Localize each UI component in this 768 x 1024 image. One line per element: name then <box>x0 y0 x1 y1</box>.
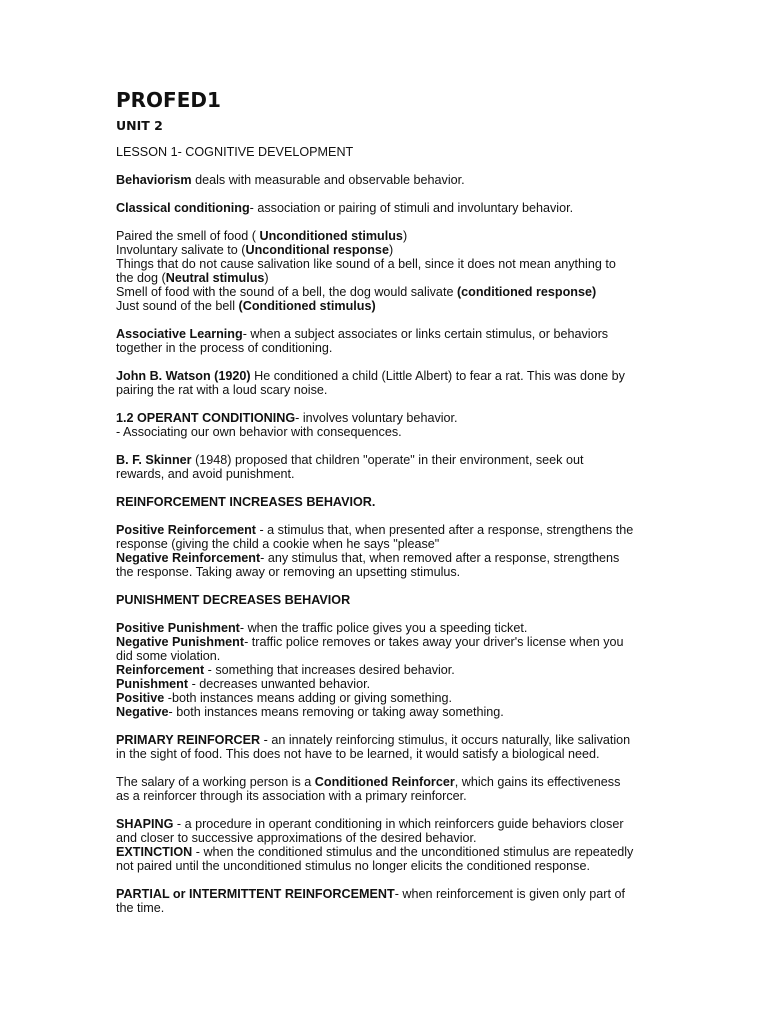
text-line <box>116 887 656 901</box>
text-run: - both instances means removing or taking away something. <box>168 705 504 719</box>
text-run: the response. Taking away or removing an upsetting stimulus. <box>116 565 461 579</box>
text-run: pairing the rat with a loud scary noise. <box>116 383 328 397</box>
text-run: - decreases unwanted behavior. <box>188 677 371 691</box>
paragraph <box>116 887 656 915</box>
text-run: - traffic police removes or takes away your driver's license when you <box>244 635 624 649</box>
paragraph <box>116 495 656 509</box>
text-line <box>116 537 656 551</box>
text-run: Involuntary salivate to ( <box>116 243 246 257</box>
text-line <box>116 285 656 299</box>
text-line <box>116 299 656 313</box>
paragraph <box>116 453 656 481</box>
bold-term: Associative Learning <box>116 327 243 341</box>
paragraph <box>116 817 656 873</box>
text-run: ) <box>388 243 394 257</box>
text-run: - when the traffic police gives you a speeding ticket. <box>239 621 528 635</box>
bold-term: (conditioned response) <box>456 285 597 299</box>
text-line <box>116 411 656 425</box>
text-run: response (giving the child a cookie when he says "please" <box>116 537 440 551</box>
bold-term: Unconditional response <box>245 243 389 257</box>
text-run: rewards, and avoid punishment. <box>116 467 295 481</box>
paragraph <box>116 327 656 355</box>
text-run: - something that increases desired behavior. <box>204 663 455 677</box>
paragraph <box>116 733 656 761</box>
body-paragraphs <box>116 173 656 915</box>
text-line <box>116 817 656 831</box>
text-line <box>116 257 656 271</box>
bold-term: Positive <box>116 691 165 705</box>
text-line <box>116 845 656 859</box>
text-run: - when a subject associates or links certain stimulus, or behaviors <box>242 327 609 341</box>
bold-term: (Conditioned stimulus) <box>238 299 376 313</box>
paragraph <box>116 369 656 397</box>
text-line <box>116 229 656 243</box>
bold-term: Positive Reinforcement <box>116 523 256 537</box>
text-run: the dog ( <box>116 271 166 285</box>
text-line <box>116 593 656 607</box>
text-line <box>116 831 656 845</box>
paragraph <box>116 593 656 607</box>
text-line <box>116 341 656 355</box>
bold-term: Negative <box>116 705 169 719</box>
paragraph <box>116 229 656 313</box>
bold-term: PARTIAL or INTERMITTENT REINFORCEMENT <box>116 887 395 901</box>
text-line <box>116 565 656 579</box>
text-run: The salary of a working person is a <box>116 775 315 789</box>
bold-term: PUNISHMENT DECREASES BEHAVIOR <box>116 593 351 607</box>
text-line <box>116 705 656 719</box>
text-run: Just sound of the bell <box>116 299 239 313</box>
text-run: - Associating our own behavior with consequences. <box>116 425 402 439</box>
bold-term: REINFORCEMENT INCREASES BEHAVIOR. <box>116 495 376 509</box>
bold-term: Negative Reinforcement <box>116 551 261 565</box>
text-run: - when the conditioned stimulus and the unconditioned stimulus are repeatedly <box>192 845 634 859</box>
paragraph <box>116 201 656 215</box>
text-line <box>116 467 656 481</box>
text-run: ) <box>264 271 269 285</box>
text-run: - association or pairing of stimuli and involuntary behavior. <box>249 201 574 215</box>
bold-term: Classical conditioning <box>116 201 250 215</box>
text-line <box>116 775 656 789</box>
bold-term: Neutral stimulus <box>165 271 265 285</box>
text-run: , which gains its effectiveness <box>454 775 621 789</box>
text-run: in the sight of food. This does not have to be learned, it would satisfy a biological need. <box>116 747 600 761</box>
paragraph <box>116 173 656 187</box>
text-run: deals with measurable and observable behavior. <box>191 173 465 187</box>
document-title: PROFED1 <box>116 88 221 112</box>
text-line <box>116 635 656 649</box>
text-run: as a reinforcer through its association with a primary reinforcer. <box>116 789 467 803</box>
text-run: did some violation. <box>116 649 221 663</box>
text-run: He conditioned a child (Little Albert) to fear a rat. This was done by <box>250 369 625 383</box>
text-line <box>116 243 656 257</box>
text-line <box>116 425 656 439</box>
text-run: - an innately reinforcing stimulus, it occurs naturally, like salivation <box>260 733 631 747</box>
text-run: the time. <box>116 901 165 915</box>
text-line <box>116 453 656 467</box>
paragraph <box>116 775 656 803</box>
text-run: - when reinforcement is given only part of <box>394 887 625 901</box>
paragraph <box>116 411 656 439</box>
bold-term: Negative Punishment <box>116 635 245 649</box>
text-line <box>116 789 656 803</box>
text-run: not paired until the unconditioned stimulus no longer elicits the conditioned response. <box>116 859 590 873</box>
bold-term: Conditioned Reinforcer <box>314 775 455 789</box>
text-run: (1948) proposed that children "operate" in their environment, seek out <box>191 453 584 467</box>
text-line <box>116 551 656 565</box>
bold-term: PRIMARY REINFORCER <box>116 733 261 747</box>
text-line <box>116 271 656 285</box>
text-line <box>116 733 656 747</box>
text-line <box>116 173 656 187</box>
bold-term: SHAPING <box>116 817 174 831</box>
text-line <box>116 677 656 691</box>
text-line <box>116 621 656 635</box>
document-page <box>116 88 656 929</box>
text-line <box>116 523 656 537</box>
text-line <box>116 327 656 341</box>
text-line <box>116 691 656 705</box>
text-run: together in the process of conditioning. <box>116 341 333 355</box>
text-run: Things that do not cause salivation like sound of a bell, since it does not mean anything to <box>116 257 616 271</box>
text-line <box>116 663 656 677</box>
text-line <box>116 369 656 383</box>
bold-term: 1.2 OPERANT CONDITIONING <box>116 411 296 425</box>
bold-term: Unconditioned stimulus <box>259 229 403 243</box>
text-line <box>116 495 656 509</box>
text-run: - a procedure in operant conditioning in which reinforcers guide behaviors closer <box>173 817 624 831</box>
unit-heading: UNIT 2 <box>116 118 163 133</box>
text-line <box>116 649 656 663</box>
text-run: Paired the smell of food ( <box>116 229 260 243</box>
text-run: - a stimulus that, when presented after a response, strengthens the <box>255 523 634 537</box>
bold-term: John B. Watson (1920) <box>116 369 251 383</box>
text-run: -both instances means adding or giving something. <box>164 691 453 705</box>
text-line <box>116 383 656 397</box>
lesson-heading: LESSON 1- COGNITIVE DEVELOPMENT <box>116 145 354 159</box>
text-run: - involves voluntary behavior. <box>295 411 458 425</box>
text-run: ) <box>402 229 408 243</box>
bold-term: EXTINCTION <box>116 845 193 859</box>
bold-term: Behaviorism <box>116 173 192 187</box>
bold-term: Reinforcement <box>116 663 205 677</box>
paragraph <box>116 621 656 719</box>
text-run: Smell of food with the sound of a bell, the dog would salivate <box>116 285 457 299</box>
paragraph <box>116 523 656 579</box>
bold-term: B. F. Skinner <box>116 453 192 467</box>
bold-term: Punishment <box>116 677 189 691</box>
bold-term: Positive Punishment <box>116 621 240 635</box>
text-line <box>116 201 656 215</box>
text-line <box>116 901 656 915</box>
text-run: and closer to successive approximations of the desired behavior. <box>116 831 477 845</box>
text-run: - any stimulus that, when removed after a response, strengthens <box>260 551 620 565</box>
text-line <box>116 747 656 761</box>
text-line <box>116 859 656 873</box>
